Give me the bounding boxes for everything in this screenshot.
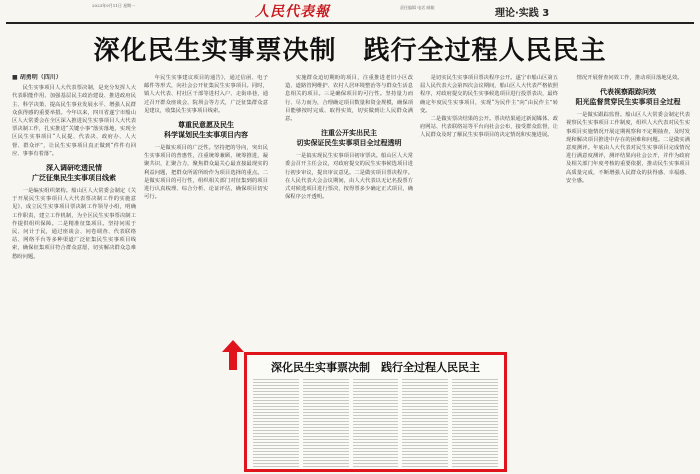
article-column-3 [285, 74, 413, 346]
paragraph: 二是做实票决结果的公开。票决结果通过新闻媒体、政府网站、代表联络站等平台向社会公布，接受群众监督，让人民群众及时了解民生实事项目的决定情况和实施进展。 [420, 116, 558, 139]
newspaper-logo: 人民代表報 [255, 4, 330, 20]
red-arrow-icon [222, 340, 244, 370]
page-number: 3 [542, 8, 550, 19]
subheading: 尊重民意愿及民生 科学谋划民生实事项目内容 [164, 121, 248, 139]
paragraph: 是切实民生实事项目票决程序公开。遂宁市船山区第五届人民代表大会第四次会议期间，船山区人大代表严格依照程序，对政府提交的民生实事候选项目进行投票表决，最终确定年度民生实事项目，实现“为民作主”向“由民作主”转变。 [420, 75, 558, 114]
article-column-5 [566, 74, 690, 472]
masthead-info: 责任编辑 电话 邮箱 [400, 5, 435, 10]
inset-text-columns [253, 377, 498, 469]
inset-column [452, 377, 498, 469]
article-author: ■ 胡勇明（四川） [12, 74, 62, 81]
article-column-2 [144, 74, 268, 344]
article-headline: 深化民生实事票决制 践行全过程人民民主 [93, 36, 607, 66]
paragraph: 民生实事项目人大代表票决制，是充分发挥人大代表职能作用、加强基层民主政治建设、推进政府民主、科学决策、提高民生事业发展水平、增强人民群众获得感的重要举措。今年以来，四川省遂宁市船山区人大常委会在全区深入推进民生实事项目人大代表票决制工作，扎实推进“关键小事”落实落地，实现全区民生实事项目“人民提、代表决、政府办、人大督、群众评”，让民生实事项目真正做到“件件有回应、事事有着落”。 [12, 85, 136, 157]
inset-column [402, 377, 448, 469]
paragraph: 实施群众迫切期盼的项目，注重推进老旧小区改造、道路管网维护、农村人居环境整治等与群众生活息息相关的项目。三是确保项目的可行性。坚持量力而行、尽力而为，合理确定项目数量和资金规模，确保项目能够按时完成、取得实效，切实做到让人民群众满意。 [285, 75, 413, 123]
inset-headline: 深化民生实事票决制 践行全过程人民民主 [271, 361, 480, 374]
subheading: 深入调研吃透民情 广泛征集民生实事项目线索 [32, 164, 116, 182]
section-title [495, 4, 549, 19]
paragraph: 一是搞实现民生实事项目初审票决。船山区人大常委会召开主任会议，对政府提交的民生实事候选项目进行初步审议，提出审议意见。二是做实项目票决程序。在人民代表大会会议期间，由人大代表以无记名投票方式对候选项目进行票决，按得票多少确定正式项目，确保程序公开透明。 [285, 153, 413, 201]
masthead [0, 0, 700, 22]
subheading: 代表视察跟踪问效 阳光监督贯穿民生实事项目全过程 [575, 88, 681, 106]
masthead-date: 2023年9月11日 星期一 [92, 3, 136, 8]
section-name: 理论·实践 [495, 8, 539, 19]
inset-column [353, 377, 399, 469]
article-column-4 [420, 74, 558, 346]
paragraph: 一是做实跟踪监督。船山区人大常委会制定代表视察民生实事项目工作制度，组织人大代表对民生实事项目实施情况开展定期视察和不定期抽查，及时发现和解决项目推进中存在的困难和问题。二是做实满意度测评。年底由人大代表对民生实事项目完成情况进行满意度测评，测评结果向社会公开，并作为政府及相关部门年度考核的重要依据，推动民生实事项目高质量完成，不断增强人民群众的获得感、幸福感、安全感。 [566, 112, 690, 184]
page-thumbnail-inset [244, 352, 507, 472]
subheading: 注重公开实出民主 切实保证民生实事项目全过程透明 [296, 129, 402, 147]
paragraph: 年民生实事建议项目的通告》，通过信函、电子邮件等形式，向社会公开征集民生实事项目。同时，镇人大代表、村社区干部等进村入户、走街串巷，通过召开群众座谈会、院坝会等方式，广泛征集群众意见建议，收集民生实事项目线索。 [144, 75, 268, 114]
inset-column [303, 377, 349, 469]
masthead-rule [6, 22, 694, 24]
paragraph: 一是做实项目的广泛性。坚持把的导向，突出民生实事项目的普惠性，注重统筹兼顾，统筹推进，凝聚共识，汇聚合力，聚焦群众最关心最直接最现实的利益问题，把群众所需所盼作为项目选择的重点。二是做实项目的可行性，组织相关部门对征集到的项目进行认真梳理、综合分析、论证评估，确保项目切实可行。 [144, 145, 268, 201]
paragraph: 一是编实组织架构。船山区人大常委会制定《关于开展民生实事项目人大代表票决制工作的实施意见》，成立民生实事项目票决制工作领导小组，明确工作职责，建立工作机制，为全区民生实事票决制工作提供组织保障。二是精准征集项目。坚持问需于民、问计于民，通过座谈会、问卷调查、代表联络站、网络平台等多种渠道广泛征集民生实事项目线索，确保征集项目符合群众意愿，切实解决群众急难愁盼问题。 [12, 188, 136, 260]
inset-column [253, 377, 299, 469]
article-column-1 [12, 74, 136, 472]
paragraph: 情况开展督查问效工作，推动项目落地见效。 [576, 75, 683, 81]
